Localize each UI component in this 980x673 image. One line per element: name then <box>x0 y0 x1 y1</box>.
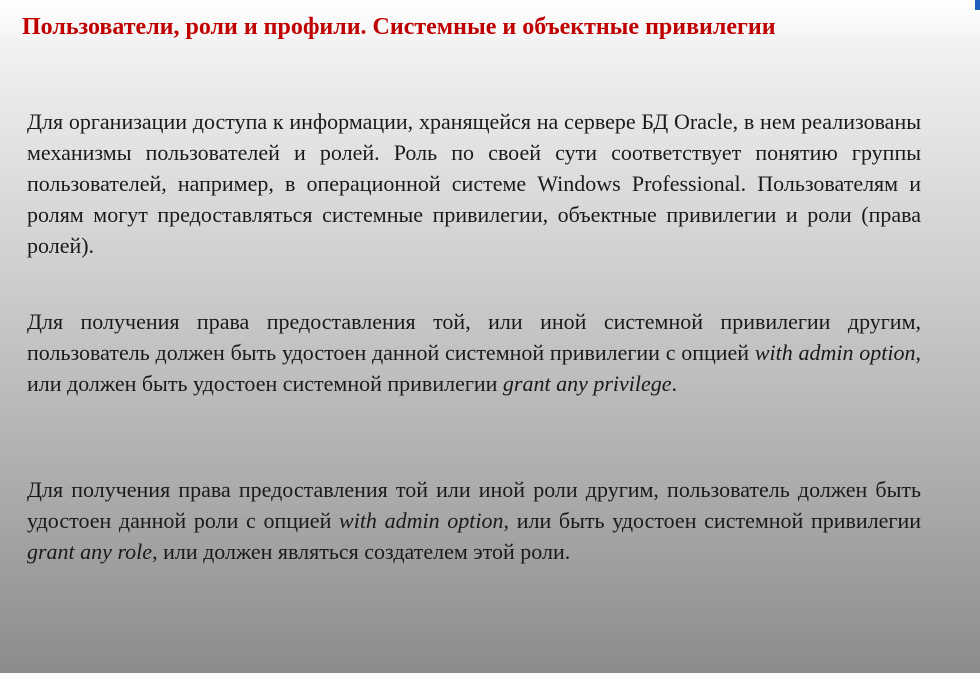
paragraph-roles <box>27 474 921 567</box>
p2-text-2: , или должен быть удостоен системной привилегии <box>27 340 921 396</box>
p3-text-1: Для получения права предоставления той или иной роли другим, пользователь должен быть удостоен данной роли с опцией <box>27 477 921 533</box>
corner-marker <box>975 0 980 10</box>
paragraph-system-privileges <box>27 306 921 399</box>
p3-text-3: , или должен являться создателем этой роли. <box>152 539 571 564</box>
slide-title: Пользователи, роли и профили. Системные и объектные привилегии <box>22 14 776 40</box>
p2-grant-any-privilege: grant any privilege <box>502 371 672 396</box>
p3-text-2: , или быть удостоен системной привилегии <box>503 508 922 533</box>
p3-grant-any-role: grant any role <box>27 539 153 564</box>
p2-text-3: . <box>671 371 678 396</box>
p2-text-1: Для получения права предоставления той, или иной системной привилегии другим, пользователь должен быть удостоен данной системной привилегии с опцией <box>27 309 921 365</box>
paragraph-intro: Для организации доступа к информации, хранящейся на сервере БД Oracle, в нем реализованы механизмы пользователей и ролей. Роль по своей сути соответствует понятию группы пользователей, например, в операционной системе Windows Professional. Пользователям и ролям могут предоставляться системные привилегии, объектные привилегии и роли (права ролей). <box>27 109 921 258</box>
p2-admin-option: with admin option <box>754 340 916 365</box>
p3-admin-option: with admin option <box>339 508 504 533</box>
